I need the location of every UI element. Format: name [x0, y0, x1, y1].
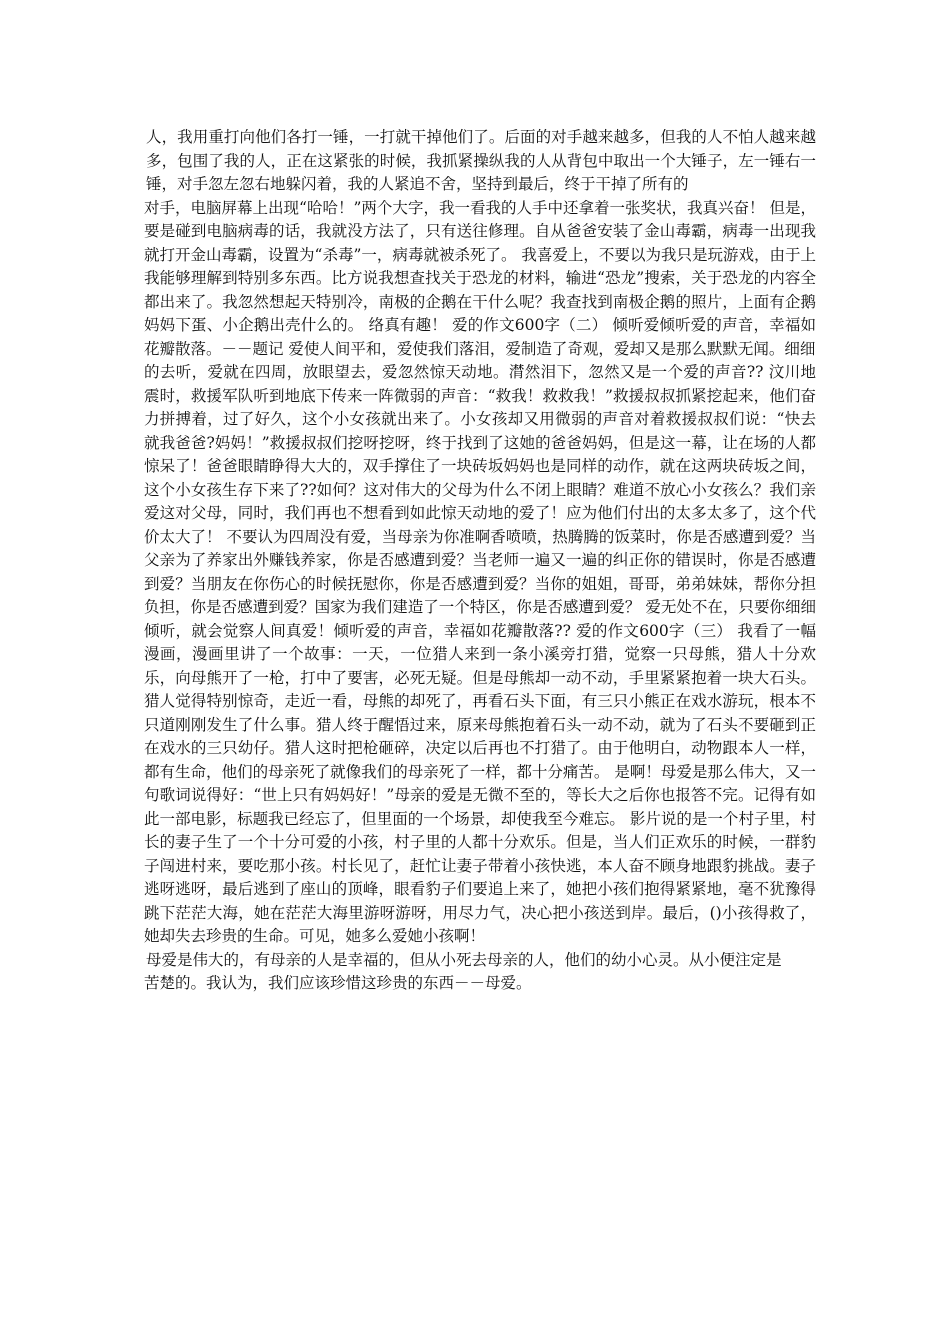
- paragraph-1: 人，我用重打向他们各打一锤，一打就干掉他们了。后面的对手越来越多，但我的人不怕人越来越多，包围了我的人，正在这紧张的时候，我抓紧操纵我的人从背包中取出一个大锤子，左一锤右一锤，对手忽左忽右地躲闪着，我的人紧追不舍，坚持到最后，终于干掉了所有的: [146, 128, 816, 193]
- paragraph-4: 母爱是伟大的，有母亲的人是幸福的，但从小死去母亲的人，他们的幼小心灵。从小便注定是: [146, 950, 782, 969]
- paragraph-2: 对手，电脑屏幕上出现“哈哈！”两个大字，我一看我的人手中还拿着一张奖状，我真兴奋！ 但是，要是碰到电脑病毒的话，我就没方法了，只有送往修理。自从爸爸安装了金山毒霸，病毒一出现我就打开金山毒霸，设置为“杀毒”一，病毒就被杀死了。 我喜爱上，不要以为我只是玩游戏，由于上我能够理解到特别多东西。比方说我想查找关于恐龙的材料，输进“恐龙”搜索，关于恐龙的内容全都出来了。我忽然想起天特别冷，南极的企鹅在干什么呢？我查找到南极企鹅的照片，上面有企鹅妈妈下蛋、小企鹅出壳什么的。 络真有趣！ 爱的作文600字（二） 倾听爱倾听爱的声音，幸福如花瓣散落。－－题记 爱使人间平和，爱使我们落泪，爱制造了奇观，爱却又是那么默默无闻。细细: [144, 198, 816, 358]
- paragraph-3: 的去听，爱就在四周，放眼望去，爱忽然惊天动地。潸然泪下，忽然又是一个爱的声音?? 汶川地震时，救援军队听到地底下传来一阵微弱的声音：“救我！救救我！”救援叔叔抓紧挖起来，他们奋力拼搏着，过了好久，这个小女孩就出来了。小女孩却又用微弱的声音对着救援叔叔们说：“快去就我爸爸?妈妈！”救援叔叔们挖呀挖呀，终于找到了这她的爸爸妈妈，但是这一幕，让在场的人都惊呆了！爸爸眼睛睁得大大的，双手撑住了一块砖坂妈妈也是同样的动作，就在这两块砖坂之间，这个小女孩生存下来了??如何？这对伟大的父母为什么不闭上眼睛？难道不放心小女孩么？我们亲爱这对父母，同时，我们再也不想看到如此惊天动地的爱了！应为他们付出的太多太多了，这个代价太大了！ 不要认为四周没有爱，当母亲为你准啊香喷喷，热腾腾的饭菜时，你是否感遭到爱？当父亲为了养家出外赚钱养家，你是否感遭到爱？当老师一遍又一遍的纠正你的错误时，你是否感遭到爱？当朋友在你伤心的时候抚慰你，你是否感遭到爱？当你的姐姐，哥哥，弟弟妹妹，帮你分担负担，你是否感遭到爱？国家为我们建造了一个特区，你是否感遭到爱？ 爱无处不在，只要你细细倾听，就会觉察人间真爱！倾听爱的声音，幸福如花瓣散落?? 爱的作文600字（三） 我看了一幅漫画，漫画里讲了一个故事：一天，一位猎人来到一条小溪旁打猎，觉察一只母熊，猎人十分欢乐，向母熊开了一枪，打中了要害，必死无疑。但是母熊却一动不动，手里紧紧抱着一块大石头。猎人觉得特别惊奇，走近一看，母熊的却死了，再看石头下面，有三只小熊正在戏水游玩，根本不只道刚刚发生了什么事。猎人终于醒悟过来，原来母熊抱着石头一动不动，就为了石头不要砸到正在戏水的三只幼仔。猎人这时把枪砸碎，决定以后再也不打猎了。由于他明白，动物跟本人一样，都有生命，他们的母亲死了就像我们的母亲死了一样，都十分痛苦。 是啊！母爱是那么伟大，又一句歌词说得好：“世上只有妈妈好！”母亲的爱是无微不至的，等长大之后你也报答不完。记得有如此一部电影，标题我已经忘了，但里面的一个场景，却使我至今难忘。 影片说的是一个村子里，村长的妻子生了一个十分可爱的小孩，村子里的人都十分欢乐。但是，当人们正欢乐的时候，一群豹子闯进村来，要吃那小孩。村长见了，赶忙让妻子带着小孩快逃，本人奋不顾身地跟豹挑战。妻子逃呀逃呀，最后逃到了座山的顶峰，眼看豹子们要追上来了，她把小孩们抱得紧紧地，毫不犹豫得跳下茫茫大海，她在茫茫大海里游呀游呀，用尽力气，决心把小孩送到岸。最后，()小孩得救了，她却失去珍贵的生命。可见，她多么爱她小孩啊！: [144, 363, 816, 945]
- paragraph-5: 苦楚的。我认为，我们应该珍惜这珍贵的东西－－母爱。: [144, 974, 532, 992]
- document-body: [146, 126, 816, 996]
